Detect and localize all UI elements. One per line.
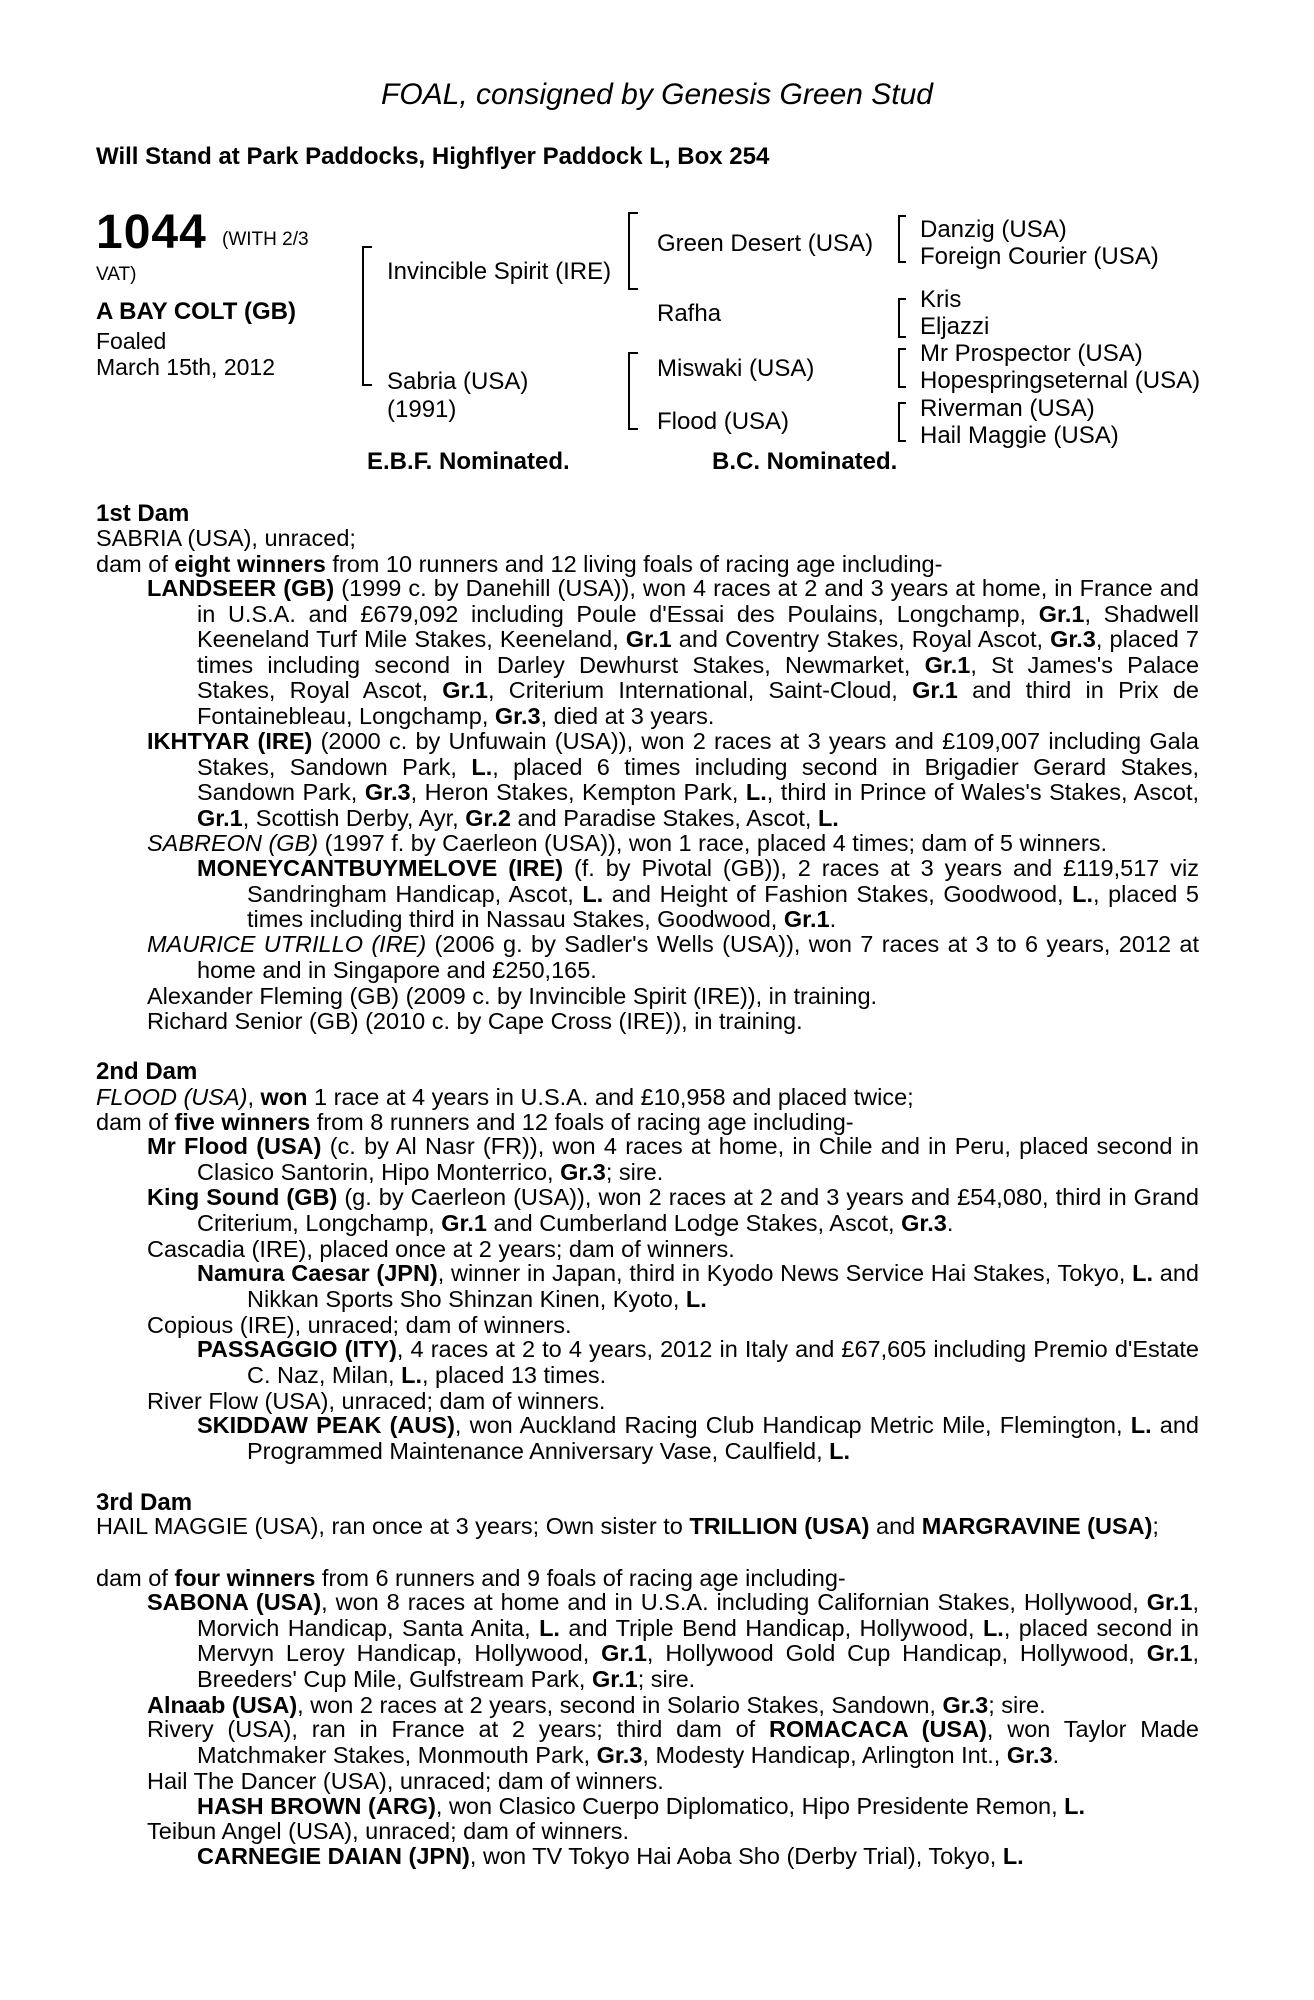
bc-nominated: B.C. Nominated. [712, 448, 898, 475]
third-dam-entry-teibun-angel: Teibun Angel (USA), unraced; dam of winners. [147, 1818, 630, 1844]
second-dam-entry-river-flow: River Flow (USA), unraced; dam of winners. [147, 1388, 606, 1414]
third-dam-intro: HAIL MAGGIE (USA), ran once at 3 years; Own sister to TRILLION (USA) and MARGRAVINE (USA); [96, 1513, 1159, 1539]
second-dam-entry-king-sound: King Sound (GB) (g. by Caerleon (USA)), won 2 races at 2 and 3 years and £54,080, third in Grand Criterium, Longchamp, Gr.1 and Cumberland Lodge Stakes, Ascot, Gr.3. [147, 1184, 1199, 1236]
third-dam-heading: 3rd Dam [96, 1489, 193, 1516]
second-dam-entry-namura-caesar: Namura Caesar (JPN), winner in Japan, third in Kyodo News Service Hai Stakes, Tokyo, L. and Nikkan Sports Sho Shinzan Kinen, Kyoto, L. [197, 1260, 1199, 1312]
pedigree-dsd: Hopespringseternal (USA) [920, 367, 1201, 394]
pedigree-brace-gs2 [898, 298, 906, 338]
pedigree-brace-sire [628, 212, 638, 290]
first-dam-entry-richard-senior: Richard Senior (GB) (2010 c. by Cape Cross (IRE)), in training. [147, 1008, 803, 1034]
pedigree-dss: Mr Prospector (USA) [920, 340, 1143, 367]
pedigree-ddd: Hail Maggie (USA) [920, 422, 1119, 449]
pedigree-dam: Sabria (USA) [387, 368, 529, 395]
pedigree-brace-gs4 [898, 402, 906, 442]
pedigree-dam-dam: Flood (USA) [657, 408, 790, 435]
pedigree-brace-gs1 [898, 215, 906, 263]
lot-vat: (WITH 2/3 [222, 229, 309, 250]
page-title: FOAL, consigned by Genesis Green Stud [381, 78, 933, 111]
pedigree-sire-dam: Rafha [657, 300, 722, 327]
third-dam-entry-hail-the-dancer: Hail The Dancer (USA), unraced; dam of winners. [147, 1768, 664, 1794]
pedigree-brace-dam [628, 352, 638, 430]
first-dam-entry-sabreon: SABREON (GB) (1997 f. by Caerleon (USA)), won 1 race, placed 4 times; dam of 5 winners. [147, 830, 1107, 856]
pedigree-sds: Kris [920, 286, 962, 313]
pedigree-brace-main [362, 246, 372, 386]
second-dam-entry-skiddaw-peak: SKIDDAW PEAK (AUS), won Auckland Racing Club Handicap Metric Mile, Flemington, L. and Programmed Maintenance Anniversary Vase, Caulfield, L. [197, 1412, 1200, 1464]
third-dam-produce-summary: dam of four winners from 6 runners and 9 foals of racing age including- [96, 1565, 846, 1591]
second-dam-produce-summary: dam of five winners from 8 runners and 12 foals of racing age including- [96, 1109, 854, 1135]
pedigree-dam-sire: Miswaki (USA) [657, 355, 815, 382]
second-dam-intro: FLOOD (USA), won 1 race at 4 years in U.S.A. and £10,958 and placed twice; [96, 1084, 914, 1110]
third-dam-entry-alnaab: Alnaab (USA), won 2 races at 2 years, second in Solario Stakes, Sandown, Gr.3; sire. [147, 1692, 1046, 1718]
pedigree-dam-year: (1991) [387, 396, 457, 423]
stand-location: Will Stand at Park Paddocks, Highflyer Paddock L, Box 254 [96, 143, 770, 170]
pedigree-dds: Riverman (USA) [920, 395, 1095, 422]
first-dam-intro: SABRIA (USA), unraced; [96, 525, 356, 551]
third-dam-entry-hash-brown: HASH BROWN (ARG), won Clasico Cuerpo Diplomatico, Hipo Presidente Remon, L. [197, 1793, 1086, 1819]
second-dam-entry-mr-flood: Mr Flood (USA) (c. by Al Nasr (FR)), won 4 races at home, in Chile and in Peru, placed second in Clasico Santorin, Hipo Monterrico, Gr.3; sire. [147, 1133, 1199, 1185]
foaled-label: Foaled [96, 328, 167, 354]
first-dam-entry-alexander-fleming: Alexander Fleming (GB) (2009 c. by Invincible Spirit (IRE)), in training. [147, 983, 878, 1009]
pedigree-sire-sire: Green Desert (USA) [657, 230, 874, 257]
second-dam-entry-cascadia: Cascadia (IRE), placed once at 2 years; dam of winners. [147, 1236, 735, 1262]
third-dam-entry-sabona: SABONA (USA), won 8 races at home and in U.S.A. including Californian Stakes, Hollywood, Gr.1, Morvich Handicap, Santa Anita, L. and Triple Bend Handicap, Hollywood, L., placed second in Mervyn Leroy Handicap, Hollywood, Gr.1, Hollywood Gold Cup Handicap, Hollywood, Gr.1, Breeders' Cup Mile, Gulfstream Park, Gr.1; sire. [147, 1589, 1200, 1692]
first-dam-entry-moneycantbuymelove: MONEYCANTBUYMELOVE (IRE) (f. by Pivotal (GB)), 2 races at 3 years and £119,517 viz Sandringham Handicap, Ascot, L. and Height of Fashion Stakes, Goodwood, L., placed 5 times including third in Nassau Stakes, Goodwood, Gr.1. [197, 855, 1200, 932]
lot-vat-cont: VAT) [96, 264, 137, 285]
pedigree-sss: Danzig (USA) [920, 216, 1067, 243]
second-dam-entry-passaggio: PASSAGGIO (ITY), 4 races at 2 to 4 years, 2012 in Italy and £67,605 including Premio d'Estate C. Naz, Milan, L., placed 13 times. [197, 1336, 1200, 1388]
foaled-date: March 15th, 2012 [96, 354, 276, 380]
second-dam-heading: 2nd Dam [96, 1058, 198, 1085]
first-dam-entry-landseer: LANDSEER (GB) (1999 c. by Danehill (USA)), won 4 races at 2 and 3 years at home, in France and in U.S.A. and £679,092 including Poule d'Essai des Poulains, Longchamp, Gr.1, Shadwell Keeneland Turf Mile Stakes, Keeneland, Gr.1 and Coventry Stakes, Royal Ascot, Gr.3, placed 7 times including second in Darley Dewhurst Stakes, Newmarket, Gr.1, St James's Palace Stakes, Royal Ascot, Gr.1, Criterium International, Saint-Cloud, Gr.1 and third in Prix de Fontainebleau, Longchamp, Gr.3, died at 3 years. [147, 575, 1200, 729]
first-dam-heading: 1st Dam [96, 500, 190, 527]
first-dam-entry-maurice-utrillo: MAURICE UTRILLO (IRE) (2006 g. by Sadler's Wells (USA)), won 7 races at 3 to 6 years, 2012 at home and in Singapore and £250,165. [147, 931, 1199, 983]
third-dam-entry-carnegie-daian: CARNEGIE DAIAN (JPN), won TV Tokyo Hai Aoba Sho (Derby Trial), Tokyo, L. [197, 1843, 1024, 1869]
pedigree-ssd: Foreign Courier (USA) [920, 243, 1159, 270]
lot-description: A BAY COLT (GB) [96, 298, 297, 325]
first-dam-entry-ikhtyar: IKHTYAR (IRE) (2000 c. by Unfuwain (USA)), won 2 races at 3 years and £109,007 including Gala Stakes, Sandown Park, L., placed 6 times including second in Brigadier Gerard Stakes, Sandown Park, Gr.3, Heron Stakes, Kempton Park, L., third in Prince of Wales's Stakes, Ascot, Gr.1, Scottish Derby, Ayr, Gr.2 and Paradise Stakes, Ascot, L. [147, 728, 1200, 831]
lot-number: 1044 [96, 206, 207, 259]
pedigree-brace-gs3 [898, 348, 906, 388]
second-dam-entry-copious: Copious (IRE), unraced; dam of winners. [147, 1312, 572, 1338]
first-dam-produce-summary: dam of eight winners from 10 runners and 12 living foals of racing age including- [96, 551, 943, 577]
pedigree-sdd: Eljazzi [920, 313, 990, 340]
ebf-nominated: E.B.F. Nominated. [367, 448, 570, 475]
pedigree-sire: Invincible Spirit (IRE) [387, 258, 612, 285]
third-dam-entry-rivery: Rivery (USA), ran in France at 2 years; third dam of ROMACACA (USA), won Taylor Made Matchmaker Stakes, Monmouth Park, Gr.3, Modesty Handicap, Arlington Int., Gr.3. [147, 1716, 1200, 1768]
